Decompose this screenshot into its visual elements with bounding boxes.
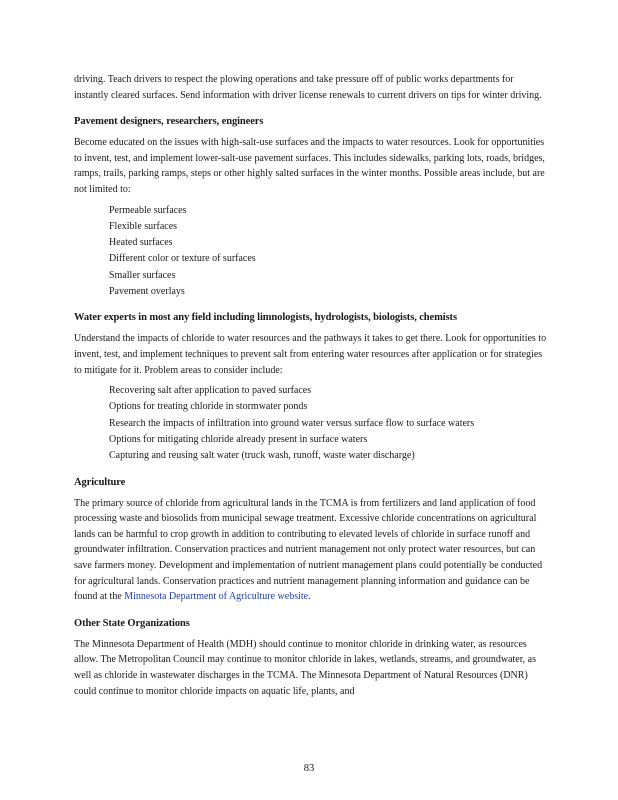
list-item: Recovering salt after application to paved surfaces (109, 385, 312, 397)
intro-paragraph: driving. Teach drivers to respect the plowing operations and take pressure off of public works departments for instantly cleared surfaces. Send information with driver license renewals to current drivers on tips for winter driving. (74, 74, 542, 101)
list-item: Smaller surfaces (109, 269, 176, 281)
list-item: Different color or texture of surfaces (109, 253, 256, 265)
other-state-paragraph: The Minnesota Department of Health (MDH) should continue to monitor chloride in drinking water, as resources allow. The Metropolitan Council may continue to monitor chloride in lakes, wetlands, streams, and groundwater, as well as chloride in wastewater discharges in the TCMA. The Minnesota Department of Natural Resources (DNR) could continue to monitor chloride impacts on aquatic life, plants, and (74, 638, 536, 697)
list-item: Pavement overlays (109, 286, 185, 298)
page-number: 83 (303, 763, 315, 774)
list-item: Permeable surfaces (109, 204, 187, 216)
section-heading-pavement: Pavement designers, researchers, engineers (74, 116, 264, 128)
list-item: Capturing and reusing salt water (truck wash, runoff, waste water discharge) (109, 450, 415, 462)
section-heading-other-state: Other State Organizations (74, 617, 190, 629)
water-list (74, 383, 548, 464)
section-heading-agriculture: Agriculture (74, 476, 126, 488)
list-item: Options for mitigating chloride already present in surface waters (109, 434, 368, 446)
page-content (74, 72, 548, 699)
list-item: Options for treating chloride in stormwater ponds (109, 401, 308, 413)
water-paragraph: Understand the impacts of chloride to water resources and the pathways it takes to get there. Look for opportunities to invent, test, and implement techniques to prevent salt from entering water resources after application or for strategies to mitigate for it. Problem areas to consider include: (74, 333, 547, 376)
mda-website-link[interactable]: Minnesota Department of Agriculture website (124, 591, 309, 603)
list-item: Heated surfaces (109, 237, 173, 249)
section-heading-water: Water experts in most any field including limnologists, hydrologists, biologists, chemists (74, 312, 457, 324)
pavement-paragraph: Become educated on the issues with high-salt-use surfaces and the impacts to water resources. Look for opportunities to invent, test, and implement lower-salt-use pavement surfaces. This includes sidewalks, parking lots, roads, bridges, ramps, trails, parking ramps, steps or other highly salted surfaces in the winter months. Possible areas include, but are not limited to: (74, 137, 545, 195)
list-item: Research the impacts of infiltration into ground water versus surface flow to surface waters (109, 417, 475, 429)
agriculture-paragraph: The primary source of chloride from agricultural lands in the TCMA is from fertilizers and land application of food processing waste and biosolids from municipal sewage treatment. Excessive chloride concentrations on agricultural lands can be harmful to crop growth in addition to contributing to elevated levels of chloride in surface runoff and groundwater infiltration. Conservation practices and nutrient management not only protect water resources, but can save farmers money. Development and implementation of nutrient management plans could potentially be conducted for agricultural lands. Conservation practices and nutrient management planning information and guidance can be found at the Minnesota Department of Agriculture website. (74, 497, 543, 603)
pavement-list (74, 203, 548, 301)
list-item: Flexible surfaces (109, 220, 178, 232)
